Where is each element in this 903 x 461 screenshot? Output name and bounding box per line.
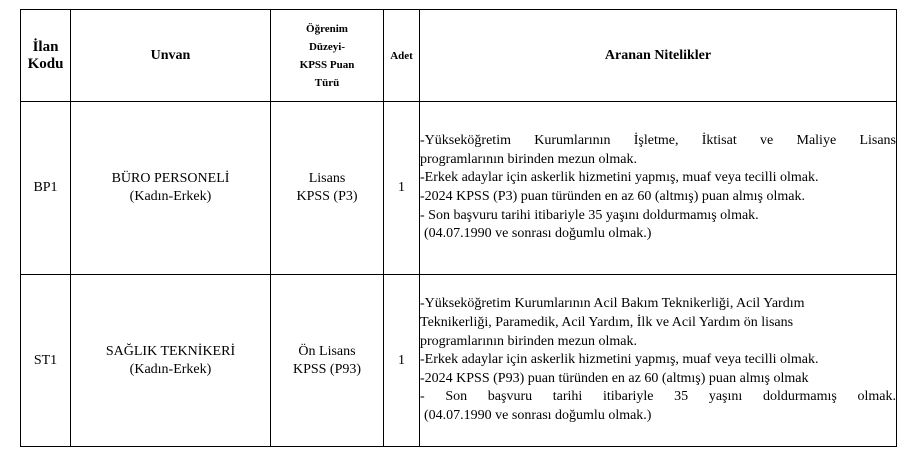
header-edu-line1: Öğrenim — [306, 22, 348, 35]
header-edu-line2: Düzeyi- — [308, 40, 346, 53]
header-requirements: Aranan Nitelikler — [420, 10, 897, 102]
header-count: Adet — [384, 10, 420, 102]
header-row — [21, 10, 897, 102]
row-requirements — [420, 275, 897, 447]
requirement-line: -Erkek adaylar için askerlik hizmetini yapmış, muaf veya tecilli olmak. — [420, 170, 819, 186]
header-edu-line4: Türü — [314, 76, 340, 89]
row-education-cell — [271, 275, 384, 447]
row-code: ST1 — [21, 275, 71, 447]
row-requirements — [420, 102, 897, 275]
requirement-line: Teknikerliği, Paramedik, Acil Yardım, İlk ve Acil Yardım ön lisans — [420, 315, 794, 331]
requirement-line: - Son başvuru tarihi itibariyle 35 yaşını doldurmamış olmak. — [420, 389, 896, 405]
requirement-line: -Erkek adaylar için askerlik hizmetini yapmış, muaf veya tecilli olmak. — [420, 352, 819, 368]
row-kpss: KPSS (P3) — [296, 189, 358, 204]
row-title-cell — [71, 102, 271, 275]
header-edu-line3: KPSS Puan — [299, 58, 355, 71]
row-gender: (Kadın-Erkek) — [129, 189, 212, 204]
requirement-line: -2024 KPSS (P93) puan türünden en az 60 (altmış) puan almış olmak — [420, 370, 809, 386]
requirement-line: (04.07.1990 ve sonrası doğumlu olmak.) — [424, 226, 652, 242]
requirement-line: -Yükseköğretim Kurumlarının İşletme, İktisat ve Maliye Lisans — [420, 133, 896, 149]
header-code — [21, 10, 71, 102]
header-education — [271, 10, 384, 102]
row-education: Ön Lisans — [298, 343, 356, 359]
requirement-line: -2024 KPSS (P3) puan türünden en az 60 (altmış) puan almış olmak. — [420, 189, 805, 204]
requirement-line: -Yükseköğretim Kurumlarının Acil Bakım Teknikerliği, Acil Yardım — [420, 296, 805, 312]
row-count: 1 — [384, 275, 420, 447]
requirement-line: (04.07.1990 ve sonrası doğumlu olmak.) — [424, 407, 652, 423]
row-kpss: KPSS (P93) — [292, 361, 362, 377]
row-gender: (Kadın-Erkek) — [129, 361, 212, 377]
requirement-line: - Son başvuru tarihi itibariyle 35 yaşını doldurmamış olmak. — [420, 207, 759, 223]
table-row — [21, 275, 897, 447]
row-count: 1 — [384, 102, 420, 275]
job-listing-table — [20, 9, 897, 447]
header-code-line2: Kodu — [27, 55, 64, 72]
row-title-cell — [71, 275, 271, 447]
row-education: Lisans — [308, 171, 346, 186]
header-code-line1: İlan — [32, 38, 59, 55]
requirement-line: programlarının birinden mezun olmak. — [420, 333, 637, 349]
row-title: BÜRO PERSONELİ — [111, 171, 230, 186]
row-title: SAĞLIK TEKNİKERİ — [105, 343, 236, 359]
requirement-line: programlarının birinden mezun olmak. — [420, 151, 637, 167]
row-code: BP1 — [21, 102, 71, 275]
row-education-cell — [271, 102, 384, 275]
header-title: Unvan — [71, 10, 271, 102]
table-row — [21, 102, 897, 275]
